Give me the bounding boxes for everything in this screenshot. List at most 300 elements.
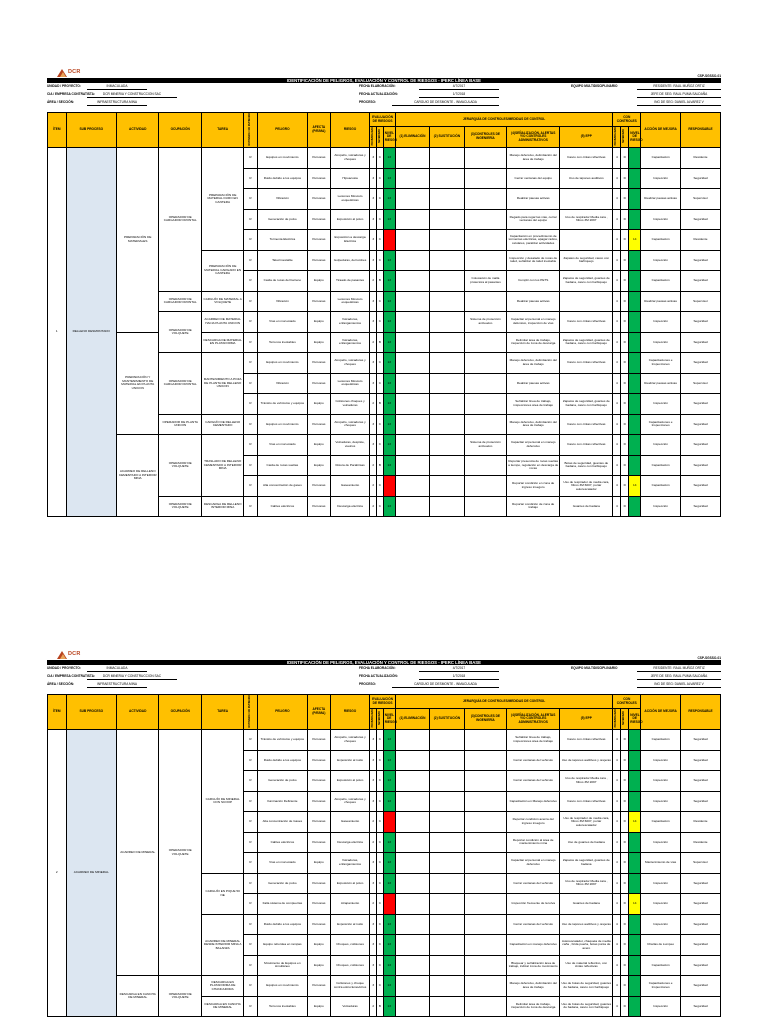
fecha-act-value: 1/7/2018 <box>419 93 499 98</box>
area-value: INFRAESTRUCTURA MINA <box>87 683 147 688</box>
rutinaria-cell: R <box>244 853 257 874</box>
severidad-2-cell: D <box>621 435 629 456</box>
rutinaria-cell: R <box>244 209 257 230</box>
probabilidad-cell: 2 <box>370 332 377 353</box>
ingenieria-cell <box>464 935 506 956</box>
severidad-cell: C <box>377 935 384 956</box>
ingenieria-cell <box>464 148 506 169</box>
sustitucion-cell <box>430 853 465 874</box>
severidad-2-cell: D <box>621 935 629 956</box>
riesgo-cell: Atropello, volcaduras y choques <box>330 414 370 435</box>
afecta-cell: Equipo <box>308 394 331 415</box>
nivel-riesgo-2-cell <box>629 291 641 312</box>
responsable-cell: Seguridad <box>681 414 721 435</box>
nivel-riesgo-2-cell <box>629 168 641 189</box>
ingenieria-cell <box>464 353 506 374</box>
epp-cell: Uso de guantes de badana <box>560 832 613 853</box>
ingenieria-cell <box>464 771 506 792</box>
ingenieria-cell <box>464 791 506 812</box>
header-accion: ACCIÓN DE MEJORA <box>641 113 681 148</box>
accion-mejora-cell: Inspección <box>641 496 681 517</box>
rutinaria-cell: R <box>244 332 257 353</box>
header-severidad-2-text: SEVERIDAD <box>622 129 626 144</box>
header-severidad-2 <box>621 709 629 730</box>
rutinaria-cell: R <box>244 976 257 997</box>
nivel-riesgo-cell <box>383 476 395 497</box>
eliminacion-cell <box>395 730 430 751</box>
team-member-3: ING DE SEG: DANIEL ALVAREZ V <box>637 101 721 106</box>
rutinaria-cell: R <box>244 373 257 394</box>
cia-label: CIA / EMPRESA CONTRATISTA: <box>47 674 95 678</box>
senalizacion-cell: Reportar condición al área de mantenimiento mina <box>507 832 560 853</box>
nivel-riesgo-cell: 13 <box>383 312 395 333</box>
peligro-cell: Equipos en movimiento <box>257 353 307 374</box>
nivel-riesgo-cell: 13 <box>383 291 395 312</box>
header-afecta: AFECTA (P/E/MA) <box>308 695 331 730</box>
rutinaria-cell: R <box>244 771 257 792</box>
header-probabilidad-2-text: PROBABILIDAD <box>614 709 618 728</box>
tarea-cell: DESCARGA DE RELLENO INTERIOR MINA <box>201 496 243 517</box>
severidad-cell: C <box>377 955 384 976</box>
riesgo-cell: Descarga eléctrica <box>330 496 370 517</box>
afecta-cell: Personas <box>308 496 331 517</box>
sustitucion-cell <box>430 914 465 935</box>
peligro-cell: Generación de polvo <box>257 771 307 792</box>
nivel-riesgo-2-cell <box>629 189 641 210</box>
item-number: 2 <box>48 730 67 1017</box>
header-sustitucion: (2) SUSTITUCIÓN <box>430 127 465 148</box>
header-probabilidad <box>370 127 377 148</box>
rutinaria-cell: R <box>244 394 257 415</box>
ocupacion-cell: OPERADOR DE CARGADOR FRONTAL <box>159 148 201 292</box>
probabilidad-cell: 3 <box>370 873 377 894</box>
severidad-cell: C <box>377 894 384 915</box>
accion-mejora-cell: Inspección <box>641 996 681 1017</box>
rutinaria-cell: R <box>244 230 257 251</box>
responsable-cell: Supervisor <box>681 291 721 312</box>
epp-cell: Casco con cintas reflectivas <box>560 730 613 751</box>
probabilidad-2-cell: 4 <box>613 394 621 415</box>
senalizacion-cell: Inspección y desatado de rocas de talud, señalizar de talud inestable <box>507 250 560 271</box>
rutinaria-cell: R <box>244 168 257 189</box>
sustitucion-cell <box>430 771 465 792</box>
senalizacion-cell: Cerrar ventanas del vehículo <box>507 914 560 935</box>
nivel-riesgo-cell: 13 <box>383 976 395 997</box>
peligro-cell: Talud inestable <box>257 250 307 271</box>
header-ingenieria: (3)CONTROLES DE INGENIERÍA <box>464 127 506 148</box>
senalizacion-cell: Reportar presencia de rocas sueltas a tiempo, regulación en descarga de rocas <box>507 455 560 476</box>
unidad-label: UNIDAD / PROYECTO: <box>47 666 81 670</box>
peligro-cell: Vibración <box>257 189 307 210</box>
tarea-cell: CARGUÍO EN PIQUE 50 NE <box>201 873 243 914</box>
peligro-cell: Vibración <box>257 373 307 394</box>
severidad-2-cell: D <box>621 853 629 874</box>
table-row <box>48 976 721 997</box>
rutinaria-cell: R <box>244 496 257 517</box>
senalizacion-cell: Bloquear y señalización área de trabajo, indicar zona de movimiento <box>507 955 560 976</box>
probabilidad-cell: 3 <box>370 189 377 210</box>
severidad-cell: C <box>377 976 384 997</box>
probabilidad-cell: 3 <box>370 414 377 435</box>
accion-mejora-cell: Inspección <box>641 168 681 189</box>
nivel-riesgo-cell <box>383 230 395 251</box>
riesgo-cell: Tiraado de pasantes <box>330 271 370 292</box>
riesgo-cell: Lesiones Músculo esqueléticas <box>330 373 370 394</box>
table-row <box>48 435 721 456</box>
eliminacion-cell <box>395 791 430 812</box>
header-probabilidad-2 <box>613 127 621 148</box>
afecta-cell: Personas <box>308 148 331 169</box>
accion-mejora-cell: Inspección <box>641 312 681 333</box>
ocupacion-cell: OPERADOR DE CARGADOR FRONTAL <box>159 353 201 415</box>
severidad-cell: C <box>377 914 384 935</box>
epp-cell <box>560 291 613 312</box>
severidad-cell: C <box>377 414 384 435</box>
rutinaria-cell: R <box>244 312 257 333</box>
severidad-cell: C <box>377 435 384 456</box>
accion-mejora-cell: Capacitación <box>641 812 681 833</box>
severidad-cell: C <box>377 730 384 751</box>
probabilidad-cell: 2 <box>370 271 377 292</box>
responsable-cell: Residente <box>681 832 721 853</box>
accion-mejora-cell: Inspección <box>641 250 681 271</box>
severidad-2-cell: D <box>621 353 629 374</box>
probabilidad-2-cell: 4 <box>613 189 621 210</box>
probabilidad-cell: 3 <box>370 935 377 956</box>
probabilidad-2-cell: 4 <box>613 873 621 894</box>
riesgo-cell: Choques, colisiones <box>330 955 370 976</box>
senalizacion-cell: Realizar pausas activas <box>507 189 560 210</box>
team-member-1: RESIDENTE: RAUL MUÑOZ ORTIZ <box>637 667 721 672</box>
header-actividad: ACTIVIDAD <box>117 113 159 148</box>
nivel-riesgo-cell: 13 <box>383 209 395 230</box>
header-item: ÍTEM <box>48 695 67 730</box>
eliminacion-cell <box>395 935 430 956</box>
accion-mejora-cell: Capacitación <box>641 955 681 976</box>
header-severidad-text: SEVERIDAD <box>377 711 381 726</box>
accion-mejora-cell: Capacitación <box>641 476 681 497</box>
eliminacion-cell <box>395 230 430 251</box>
nivel-riesgo-cell: 13 <box>383 873 395 894</box>
header-epp: (5) EPP <box>560 709 613 730</box>
riesgo-cell: Exposición al ruido <box>330 914 370 935</box>
probabilidad-2-cell: 4 <box>613 996 621 1017</box>
sustitucion-cell <box>430 332 465 353</box>
probabilidad-cell: 3 <box>370 976 377 997</box>
nivel-riesgo-cell: 13 <box>383 853 395 874</box>
eliminacion-cell <box>395 976 430 997</box>
severidad-2-cell: D <box>621 955 629 976</box>
riesgo-cell: Atropello, volcaduras y choques <box>330 353 370 374</box>
responsable-cell: Seguridad <box>681 935 721 956</box>
senalizacion-cell: Cerrar ventanas del vehículo <box>507 873 560 894</box>
nivel-riesgo-2-cell <box>629 414 641 435</box>
eliminacion-cell <box>395 312 430 333</box>
header-senalizacion: (4)SEÑALIZACIÓN, ALERTAS Y/O CONTROLES ADMINISTRATIVOS <box>507 127 560 148</box>
unidad-value: INMACULADA <box>87 85 147 90</box>
severidad-2-cell: D <box>621 812 629 833</box>
tarea-cell: ACARREO DE MINERAL DESDE INTERIOR MINA A BALANZA <box>201 914 243 976</box>
sustitucion-cell <box>430 291 465 312</box>
eliminacion-cell <box>395 955 430 976</box>
header-probabilidad-2-text: PROBABILIDAD <box>614 127 618 146</box>
severidad-cell: C <box>377 771 384 792</box>
probabilidad-cell: 3 <box>370 373 377 394</box>
sustitucion-cell <box>430 476 465 497</box>
eliminacion-cell <box>395 873 430 894</box>
equipo-label: EQUIPO MULTIDISCIPLINARIO <box>571 84 618 88</box>
severidad-cell: C <box>377 189 384 210</box>
nivel-riesgo-cell: 13 <box>383 832 395 853</box>
severidad-cell: C <box>377 353 384 374</box>
header-eliminacion: (1) ELIMINACIÓN <box>395 709 430 730</box>
sustitucion-cell <box>430 414 465 435</box>
riesgo-cell: Colisiones choques y volcaduras <box>330 394 370 415</box>
afecta-cell: Equipo <box>308 935 331 956</box>
iperc-table-1 <box>47 112 721 517</box>
ingenieria-cell <box>464 832 506 853</box>
severidad-cell: C <box>377 750 384 771</box>
epp-cell: Uso de respirador de media cara, filtros 3M 6007, portar autorescatador <box>560 812 613 833</box>
table-row <box>48 148 721 169</box>
afecta-cell: Personas <box>308 873 331 894</box>
header-nivel-2: NIVEL DE RIESGO <box>629 709 641 730</box>
fecha-act-label: FECHA ACTUALIZACIÓN: <box>359 674 398 678</box>
header-item: ÍTEM <box>48 113 67 148</box>
peligro-cell: Vías en mal estado <box>257 312 307 333</box>
riesgo-cell: Volcaduras <box>330 996 370 1017</box>
riesgo-cell: Colisiones y choque contra estructuras/otros <box>330 976 370 997</box>
probabilidad-cell: 2 <box>370 812 377 833</box>
afecta-cell: Personas <box>308 230 331 251</box>
nivel-riesgo-cell: 13 <box>383 271 395 292</box>
header-group-evaluacion: EVALUACIÓN DE RIESGOS <box>370 113 395 127</box>
responsable-cell: Seguridad <box>681 496 721 517</box>
severidad-cell: C <box>377 853 384 874</box>
epp-cell: Casco con cintas reflectivas <box>560 312 613 333</box>
epp-cell: Uso de tapones auditivos <box>560 168 613 189</box>
header-group-con-controles: CON CONTROLES <box>613 695 641 709</box>
header-group-evaluacion: EVALUACIÓN DE RIESGOS <box>370 695 395 709</box>
nivel-riesgo-2-cell <box>629 935 641 956</box>
ingenieria-cell: Sistema de protección antivuelco <box>464 435 506 456</box>
peligro-cell: Caída de rocas sueltas <box>257 455 307 476</box>
senalizacion-cell: Realizar pausas activas <box>507 373 560 394</box>
probabilidad-2-cell: 4 <box>613 476 621 497</box>
nivel-riesgo-2-cell <box>629 373 641 394</box>
sustitucion-cell <box>430 168 465 189</box>
probabilidad-cell: 3 <box>370 312 377 333</box>
ocupacion-cell: OPERADOR DE PLANTA UNICON <box>159 414 201 435</box>
severidad-cell: C <box>377 230 384 251</box>
sustitucion-cell <box>430 812 465 833</box>
probabilidad-cell: 3 <box>370 230 377 251</box>
eliminacion-cell <box>395 291 430 312</box>
nivel-riesgo-cell: 13 <box>383 148 395 169</box>
rutinaria-cell: R <box>244 812 257 833</box>
accion-mejora-cell: Capacitaciones e Inspecciones <box>641 414 681 435</box>
epp-cell: Casco con cintas reflectivas <box>560 414 613 435</box>
header-eliminacion: (1) ELIMINACIÓN <box>395 127 430 148</box>
epp-cell: Casco con cintas reflectivas <box>560 435 613 456</box>
eliminacion-cell <box>395 189 430 210</box>
nivel-riesgo-cell: 13 <box>383 730 395 751</box>
header-epp: (5) EPP <box>560 127 613 148</box>
eliminacion-cell <box>395 914 430 935</box>
eliminacion-cell <box>395 148 430 169</box>
epp-cell: Uso de respirador Media cara , filtros 3M 2097 <box>560 873 613 894</box>
probabilidad-cell: 3 <box>370 853 377 874</box>
probabilidad-2-cell: 4 <box>613 832 621 853</box>
nivel-riesgo-2-cell <box>629 750 641 771</box>
peligro-cell: Movimiento de Equipos en simultáneo <box>257 955 307 976</box>
eliminacion-cell <box>395 168 430 189</box>
afecta-cell: Personas <box>308 894 331 915</box>
probabilidad-2-cell: 4 <box>613 791 621 812</box>
tarea-cell: ACARREO DE MATERIAL HACIA PLANTA UNICON <box>201 312 243 333</box>
ingenieria-cell <box>464 189 506 210</box>
riesgo-cell: Volcaduras, enfangamientos <box>330 312 370 333</box>
ingenieria-cell <box>464 373 506 394</box>
afecta-cell: Personas <box>308 373 331 394</box>
probabilidad-cell: 3 <box>370 730 377 751</box>
severidad-2-cell: D <box>621 332 629 353</box>
header-tarea: TAREA <box>201 695 243 730</box>
probabilidad-2-cell: 4 <box>613 435 621 456</box>
probabilidad-2-cell: 4 <box>613 271 621 292</box>
severidad-2-cell: D <box>621 750 629 771</box>
ingenieria-cell <box>464 894 506 915</box>
nivel-riesgo-2-cell: 14 <box>629 230 641 251</box>
eliminacion-cell <box>395 414 430 435</box>
severidad-2-cell: D <box>621 455 629 476</box>
nivel-riesgo-cell: 13 <box>383 414 395 435</box>
afecta-cell: Personas <box>308 976 331 997</box>
probabilidad-2-cell: 4 <box>613 914 621 935</box>
probabilidad-cell: 3 <box>370 791 377 812</box>
fecha-elab-label: FECHA ELABORACIÓN: <box>359 666 396 670</box>
eliminacion-cell <box>395 394 430 415</box>
epp-cell: Zapatos de seguridad, guantes de badana <box>560 853 613 874</box>
ingenieria-cell <box>464 976 506 997</box>
probabilidad-2-cell: 4 <box>613 730 621 751</box>
accion-mejora-cell: Inspección <box>641 332 681 353</box>
rutinaria-cell: R <box>244 189 257 210</box>
senalizacion-cell: Capacitar al personal en manejo defensivo <box>507 435 560 456</box>
riesgo-cell: Lesiones Músculo esqueléticas <box>330 189 370 210</box>
nivel-riesgo-cell: 13 <box>383 353 395 374</box>
epp-cell <box>560 189 613 210</box>
senalizacion-cell: Delimitar área de trabajo, inspección de zona de descarga <box>507 996 560 1017</box>
sustitucion-cell <box>430 791 465 812</box>
afecta-cell: Equipo <box>308 332 331 353</box>
epp-cell: Guantes de badana <box>560 496 613 517</box>
responsable-cell: Seguridad <box>681 332 721 353</box>
eliminacion-cell <box>395 853 430 874</box>
rutinaria-cell: R <box>244 750 257 771</box>
accion-mejora-cell: Inspección <box>641 832 681 853</box>
nivel-riesgo-cell: 13 <box>383 250 395 271</box>
severidad-cell: C <box>377 168 384 189</box>
severidad-2-cell: D <box>621 230 629 251</box>
header-senalizacion: (4)SEÑALIZACIÓN, ALERTAS Y/O CONTROLES ADMINISTRATIVOS <box>507 709 560 730</box>
responsable-cell: Seguridad <box>681 730 721 751</box>
severidad-2-cell: D <box>621 771 629 792</box>
eliminacion-cell <box>395 353 430 374</box>
header-subproceso: SUB PROCESO <box>66 113 116 148</box>
peligro-cell: Cables eléctricos <box>257 496 307 517</box>
nivel-riesgo-cell <box>383 812 395 833</box>
tarea-cell: PREPARACIÓN DE MATERIAL DURO EN CANTERA <box>201 148 243 251</box>
severidad-2-cell: D <box>621 209 629 230</box>
epp-cell: Casco con cintas reflectivas <box>560 148 613 169</box>
probabilidad-2-cell: 4 <box>613 976 621 997</box>
responsable-cell: Seguridad <box>681 750 721 771</box>
riesgo-cell: Atrapamiento <box>330 894 370 915</box>
responsable-cell: Seguridad <box>681 955 721 976</box>
peligro-cell: Terrenos inestables <box>257 996 307 1017</box>
eliminacion-cell <box>395 832 430 853</box>
nivel-riesgo-2-cell <box>629 873 641 894</box>
ocupacion-cell: OPERADOR DE VOLQUETE <box>159 435 201 497</box>
severidad-cell: C <box>377 250 384 271</box>
probabilidad-2-cell: 4 <box>613 812 621 833</box>
senalizacion-cell: Capacitación en procedimiento de tormentas eléctricas, apagar radios, celulares, paralizar actividades <box>507 230 560 251</box>
severidad-2-cell: D <box>621 414 629 435</box>
sustitucion-cell <box>430 996 465 1017</box>
afecta-cell: Personas <box>308 291 331 312</box>
riesgo-cell: Volcaduras, despiste, vuelcos <box>330 435 370 456</box>
ocupacion-cell: OPERADOR DE VOLQUETE <box>159 496 201 517</box>
epp-cell: Zapatos de seguridad, guantes de badana, casco con barbiquejo <box>560 394 613 415</box>
eliminacion-cell <box>395 250 430 271</box>
ingenieria-cell <box>464 455 506 476</box>
responsable-cell: Supervisor <box>681 373 721 394</box>
peligro-cell: Vías en mal estado <box>257 853 307 874</box>
epp-cell: Uso de tapones auditivos y orejeras <box>560 914 613 935</box>
peligro-cell: Vías en mal estado <box>257 435 307 456</box>
sustitucion-cell <box>430 209 465 230</box>
probabilidad-2-cell: 4 <box>613 750 621 771</box>
sustitucion-cell <box>430 750 465 771</box>
afecta-cell: Equipo <box>308 435 331 456</box>
tarea-cell: PREPARACIÓN DE MATERIAL CARGADO EN CANTERA <box>201 250 243 291</box>
ocupacion-cell: OPERADOR DE VOLQUETE <box>159 312 201 353</box>
probabilidad-2-cell: 4 <box>613 312 621 333</box>
header-ingenieria: (3)CONTROLES DE INGENIERÍA <box>464 709 506 730</box>
sustitucion-cell <box>430 496 465 517</box>
header-nivel: NIVEL DE RIESGO <box>383 709 395 730</box>
peligro-cell: Ruido debido a los equipos <box>257 914 307 935</box>
senalizacion-cell: Reportar condición de zona de trabajo <box>507 496 560 517</box>
afecta-cell: Personas <box>308 791 331 812</box>
nivel-riesgo-2-cell <box>629 853 641 874</box>
sustitucion-cell <box>430 935 465 956</box>
ingenieria-cell <box>464 250 506 271</box>
ingenieria-cell <box>464 230 506 251</box>
nivel-riesgo-cell: 13 <box>383 394 395 415</box>
severidad-2-cell: D <box>621 148 629 169</box>
peligro-cell: Tormenta Eléctrica <box>257 230 307 251</box>
epp-cell: Zapatos de seguridad, casco con barbiquejo <box>560 250 613 271</box>
ingenieria-cell <box>464 168 506 189</box>
severidad-cell: C <box>377 312 384 333</box>
fecha-elab-label: FECHA ELABORACIÓN: <box>359 84 396 88</box>
eliminacion-cell <box>395 476 430 497</box>
eliminacion-cell <box>395 894 430 915</box>
document-title: IDENTIFICACIÓN DE PELIGROS, EVALUACIÓN Y CONTROL DE RIESGOS - IPERC LÍNEA BASE <box>47 660 721 665</box>
nivel-riesgo-2-cell <box>629 435 641 456</box>
